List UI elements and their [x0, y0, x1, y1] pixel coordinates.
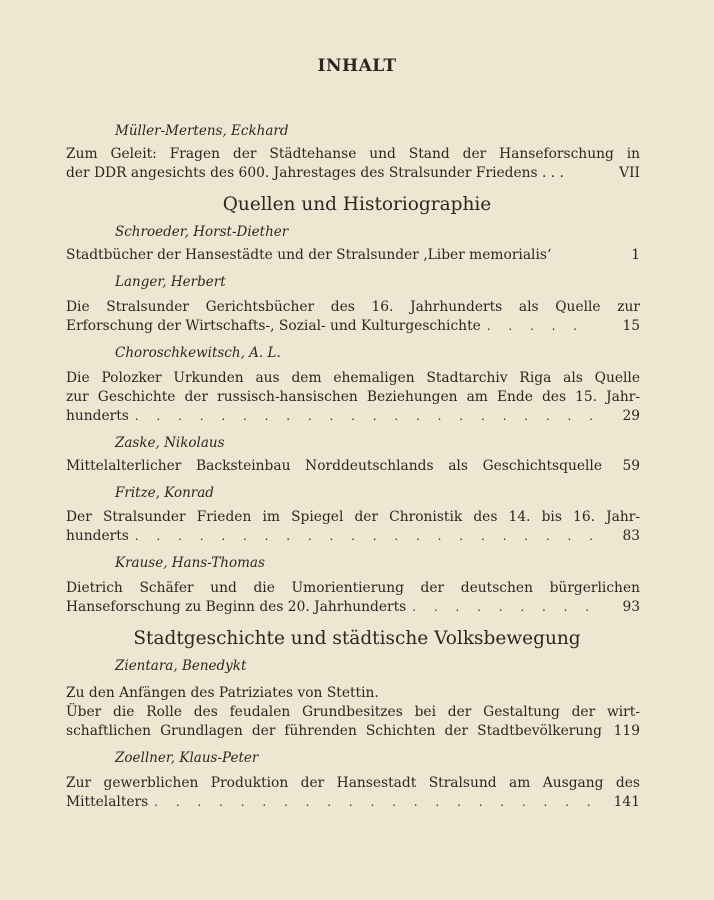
dot-leader: [135, 527, 596, 545]
entry-author: Zoellner, Klaus-Peter: [115, 750, 259, 766]
entry-author: Zientara, Benedykt: [115, 658, 247, 674]
page-number: 1: [631, 247, 640, 263]
entry-title-line: Mittelalterlicher Backsteinbau Norddeutschlands als Geschichtsquelle 59: [66, 458, 640, 474]
dot-leader: [154, 793, 596, 811]
page-number: 119: [613, 723, 640, 739]
entry-title-line: Zur gewerblichen Produktion der Hansestadt Stralsund am Ausgang des: [66, 775, 640, 791]
entry-author: Zaske, Nikolaus: [115, 435, 225, 451]
page-number: 59: [622, 458, 640, 474]
entry-title-line: hunderts . . . 29: [66, 407, 640, 425]
page-number: 29: [622, 408, 640, 424]
entry-author: Müller-Mertens, Eckhard: [115, 123, 289, 139]
entry-author: Krause, Hans-Thomas: [115, 555, 265, 571]
dot-leader: [487, 317, 596, 335]
page-number: 15: [622, 318, 640, 334]
entry-title-line: der DDR angesichts des 600. Jahrestages des Stralsunder Friedens . . . VII: [66, 165, 640, 181]
section-heading: Stadtgeschichte und städtische Volksbewegung: [133, 628, 581, 649]
entry-author: Fritze, Konrad: [115, 485, 214, 501]
entry-title-line: Mittelalters . . . 141: [66, 793, 640, 811]
entry-author: Schroeder, Horst-Diether: [115, 224, 289, 240]
entry-title-line: Erforschung der Wirtschafts-, Sozial- und Kulturgeschichte . . . 15: [66, 317, 640, 335]
entry-author: Choroschkewitsch, A. L.: [115, 345, 281, 361]
entry-title-line: Hanseforschung zu Beginn des 20. Jahrhunderts . . . 93: [66, 598, 640, 616]
section-heading: Quellen und Historiographie: [222, 194, 492, 215]
entry-title-line: schaftlichen Grundlagen der führenden Schichten der Stadtbevölkerung 119: [66, 723, 640, 739]
entry-title-line: Die Polozker Urkunden aus dem ehemaligen Stadtarchiv Riga als Quelle: [66, 370, 640, 386]
page-title: INHALT: [317, 56, 397, 76]
entry-title-line: hunderts . . . 83: [66, 527, 640, 545]
entry-title-line: Zu den Anfängen des Patriziates von Stettin.: [66, 685, 379, 701]
dot-leader: [412, 598, 596, 616]
page-number: 83: [622, 528, 640, 544]
entry-title-line: Stadtbücher der Hansestädte und der Stralsunder ‚Liber memorialis‘ 1: [66, 247, 640, 263]
entry-title-line: Über die Rolle des feudalen Grundbesitzes bei der Gestaltung der wirt-: [66, 704, 640, 720]
entry-title-line: Zum Geleit: Fragen der Städtehanse und Stand der Hanseforschung in: [66, 146, 640, 162]
page-number: VII: [619, 165, 640, 181]
page-number: 141: [613, 794, 640, 810]
entry-title-line: zur Geschichte der russisch-hansischen Beziehungen am Ende des 15. Jahr-: [66, 389, 640, 405]
entry-title-line: Die Stralsunder Gerichtsbücher des 16. Jahrhunderts als Quelle zur: [66, 299, 640, 315]
dot-leader: [135, 407, 596, 425]
entry-title-line: Der Stralsunder Frieden im Spiegel der Chronistik des 14. bis 16. Jahr-: [66, 509, 640, 525]
page-number: 93: [622, 599, 640, 615]
entry-author: Langer, Herbert: [115, 274, 226, 290]
entry-title-line: Dietrich Schäfer und die Umorientierung der deutschen bürgerlichen: [66, 580, 640, 596]
